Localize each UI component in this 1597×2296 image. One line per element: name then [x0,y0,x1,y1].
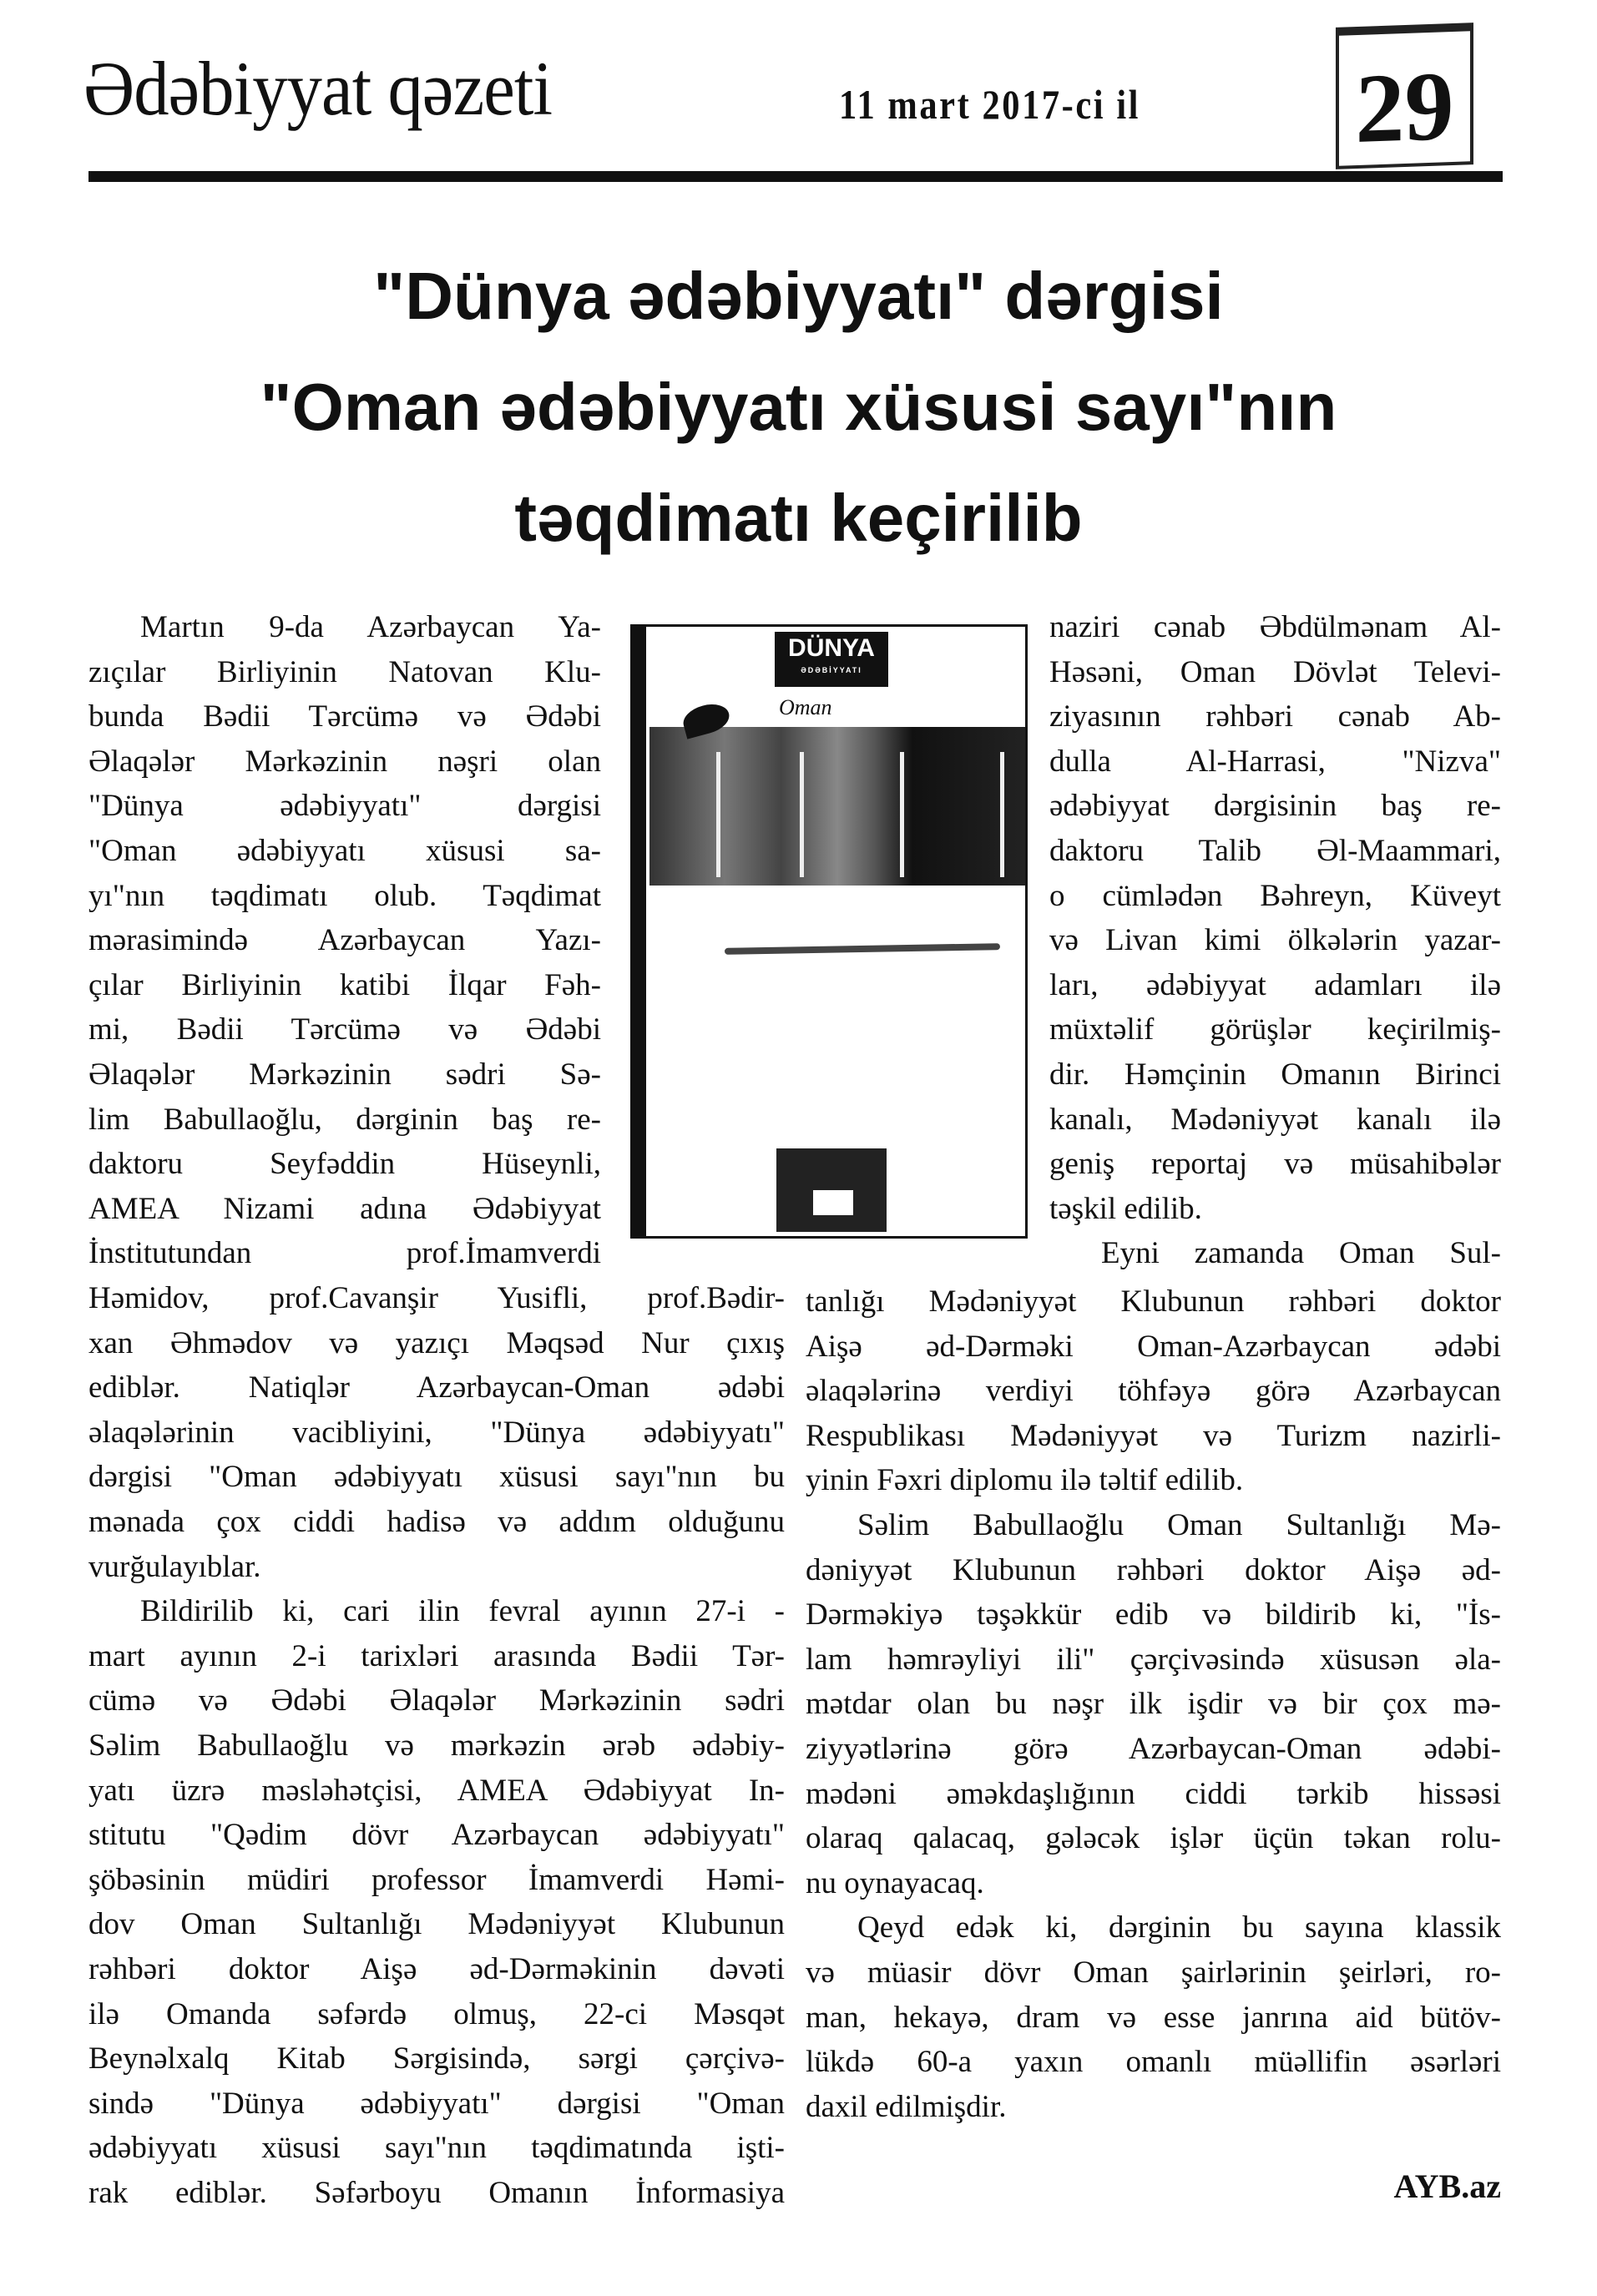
text-line: mətdar olan bu nəşr ilk işdir və bir çox mə- [806,1687,1501,1722]
text-line: yatı üzrə məsləhətçisi, AMEA Ədəbiyyat In- [88,1773,785,1808]
text-line: "Dünya ədəbiyyatı" dərgisi [88,789,601,824]
cover-spine [633,627,646,1236]
page-number-box [1336,23,1473,169]
text-line: stitutu "Qədim dövr Azərbaycan ədəbiyyatı" [88,1818,785,1853]
text-line: Əlaqələr Mərkəzinin sədri Sə- [88,1057,601,1092]
text-line: daktoru Seyfəddin Hüseynli, [88,1147,601,1182]
text-line: rak ediblər. Səfərboyu Omanın İnformasiya [88,2175,785,2210]
text-line: İnstitutundan prof.İmamverdi [88,1236,601,1271]
headline-line: "Dünya ədəbiyyatı" dərgisi [373,259,1224,333]
text-line: ədəbiyyat dərgisinin baş re- [1049,789,1501,824]
text-line: xan Əhmədov və yazıçı Məqsəd Nur çıxış [88,1325,785,1360]
text-line: tanlığı Mədəniyyət Klubunun rəhbəri doktor [806,1284,1501,1319]
text-line: mi, Bədii Tərcümə və Ədəbi [88,1012,601,1047]
text-line: cümə və Ədəbi Əlaqələr Mərkəzinin sədri [88,1683,785,1718]
cover-brush-stroke [725,943,1000,955]
text-line: Martın 9-da Azərbaycan Ya- [140,610,601,644]
text-line: mərasimində Azərbaycan Yazı- [88,923,601,958]
text-line: Səlim Babullaoğlu və mərkəzin ərəb ədəbiy- [88,1728,785,1763]
article-source: AYB.az [1393,2167,1501,2205]
text-line: "Oman ədəbiyyatı xüsusi sa- [88,833,601,868]
left-column-bottom [88,1276,785,2215]
text-line: rəhbəri doktor Aişə əd-Dərməkinin dəvəti [88,1951,785,1986]
text-line: naziri cənab Əbdülmənam Al- [1049,610,1501,644]
text-line: man, hekayə, dram və esse janrına aid bütöv- [806,2000,1501,2035]
text-line: çılar Birliyinin katibi İlqar Fəh- [88,967,601,1002]
text-line: yinin Fəxri diplomu ilə təltif edilib. [806,1463,1244,1498]
cover-logo [775,632,888,687]
text-line: mart ayının 2-i tarixləri arasında Bədii Tər- [88,1638,785,1673]
text-line: mənada çox ciddi hadisə və addım olduğunu [88,1504,785,1539]
text-line: Qeyd edək ki, dərginin bu sayına klassik [857,1910,1501,1945]
text-line: Həsəni, Oman Dövlət Televi- [1049,654,1501,689]
cover-logo-text: DÜNYA [788,634,875,662]
cover-logo-subtext: ƏDƏBİYYATI [801,666,862,674]
text-line: Əlaqələr Mərkəzinin nəşri olan [88,744,601,779]
magazine-cover-image [630,624,1028,1239]
text-line: yı"nın təqdimatı olub. Təqdimat [88,878,601,913]
text-line: vurğulayıblar. [88,1549,261,1584]
right-column-bottom [806,1279,1501,2129]
text-line: əlaqələrinin vacibliyini, "Dünya ədəbiyyatı" [88,1415,785,1450]
text-line: lükdə 60-a yaxın omanlı müəllifin əsərləri [806,2045,1501,2080]
text-line: ziyasının rəhbəri cənab Ab- [1049,699,1501,734]
text-line: Eyni zamanda Oman Sul- [1101,1236,1501,1271]
text-line: dulla Al-Harrasi, "Nizva" [1049,744,1501,779]
text-line: ziyyətlərinə görə Azərbaycan-Oman ədəbi- [806,1731,1501,1766]
text-line: kanalı, Mədəniyyət kanalı ilə [1049,1102,1501,1137]
newspaper-title: Ədəbiyyat qəzeti [83,46,553,131]
issue-date: 11 mart 2017-ci il [839,81,1141,128]
text-line: Bildirilib ki, cari ilin fevral ayının 27-i - [140,1594,785,1629]
cover-photo [649,727,1025,886]
cover-handwritten-title: Oman [779,695,832,719]
text-line: dəniyyət Klubunun rəhbəri doktor Aişə əd- [806,1552,1501,1587]
text-line: Dərməkiyə təşəkkür edib və bildirib ki, "İs- [806,1597,1501,1632]
text-line: mədəni əməkdaşlığının ciddi tərkib hissəsi [806,1776,1501,1811]
text-line: sində "Dünya ədəbiyyatı" dərgisi "Oman [88,2086,785,2121]
headline-line: "Oman ədəbiyyatı xüsusi sayı"nın [260,370,1337,444]
text-line: və müasir dövr Oman şairlərinin şeirləri, ro- [806,1955,1501,1990]
text-line: şöbəsinin müdiri professor İmamverdi Həmi- [88,1862,785,1897]
left-column-top [88,605,601,1276]
text-line: dov Oman Sultanlığı Mədəniyyət Klubunun [88,1907,785,1942]
text-line: ilə Omanda səfərdə olmuş, 22-ci Məsqət [88,1996,785,2031]
text-line: təşkil edilib. [1049,1191,1202,1226]
text-line: əlaqələrinə verdiyi töhfəyə görə Azərbaycan [806,1374,1501,1409]
text-line: Beynəlxalq Kitab Sərgisində, sərgi çərçivə- [88,2041,785,2076]
cover-bottom-block [776,1148,887,1232]
text-line: və Livan kimi ölkələrin yazar- [1049,923,1501,958]
text-line: Aişə əd-Dərməki Oman-Azərbaycan ədəbi [806,1329,1501,1364]
text-line: zıçılar Birliyinin Natovan Klu- [88,654,601,689]
masthead-divider [88,171,1503,182]
text-line: lim Babullaoğlu, dərginin baş re- [88,1102,601,1137]
text-line: Səlim Babullaoğlu Oman Sultanlığı Mə- [857,1507,1501,1542]
text-line: ədəbiyyatı xüsusi sayı"nın təqdimatında işti- [88,2131,785,2166]
text-line: geniş reportaj və müsahibələr [1049,1147,1501,1182]
text-line: ları, ədəbiyyat adamları ilə [1049,967,1501,1002]
text-line: ediblər. Natiqlər Azərbaycan-Oman ədəbi [88,1370,785,1405]
text-line: Həmidov, prof.Cavanşir Yusifli, prof.Bədir- [88,1281,785,1315]
headline-line: təqdimatı keçirilib [514,481,1083,555]
text-line: olaraq qalacaq, gələcək işlər üçün təkan rolu- [806,1821,1501,1856]
text-line: dir. Həmçinin Omanın Birinci [1049,1057,1501,1092]
text-line: müxtəlif görüşlər keçirilmiş- [1049,1012,1501,1047]
text-line: Respublikası Mədəniyyət və Turizm nazirli- [806,1418,1501,1453]
text-line: daxil edilmişdir. [806,2089,1007,2124]
text-line: daktoru Talib Əl-Maammari, [1049,833,1501,868]
text-line: nu oynayacaq. [806,1865,984,1900]
article-headline [0,240,1597,573]
text-line: lam həmrəyliyi ili" çərçivəsində xüsusən əla- [806,1642,1501,1677]
text-line: o cümlədən Bəhreyn, Küveyt [1049,878,1501,913]
right-column-top [1049,605,1501,1276]
text-line: dərgisi "Oman ədəbiyyatı xüsusi sayı"nın bu [88,1460,785,1495]
text-line: bunda Bədii Tərcümə və Ədəbi [88,699,601,734]
page-number: 29 [1355,50,1454,164]
text-line: AMEA Nizami adına Ədəbiyyat [88,1191,601,1226]
